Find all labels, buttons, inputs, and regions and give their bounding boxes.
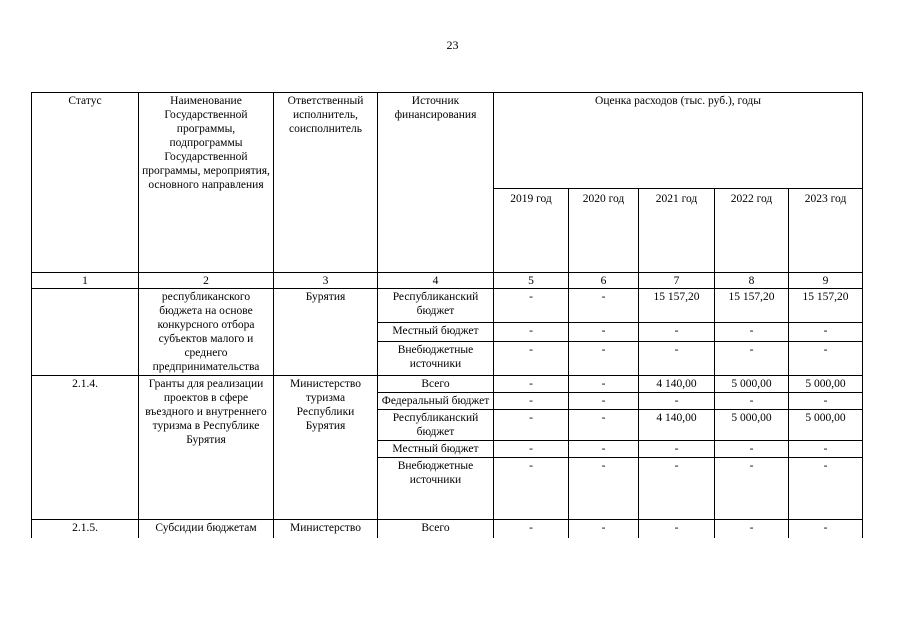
value-cell: 15 157,20 [789, 289, 863, 323]
source-cell: Внебюджетные источники [378, 458, 494, 520]
executor-cell: Министерство туризма Республики Бурятия [274, 376, 378, 520]
column-number: 9 [789, 273, 863, 289]
status-cell: 2.1.5. [32, 520, 139, 539]
value-cell: - [639, 441, 715, 458]
value-cell: - [789, 458, 863, 520]
header-name: Наименование Государственной программы, подпрограммы Государственной программы, мероприятия, основного направления [139, 93, 274, 273]
value-cell: - [569, 441, 639, 458]
value-cell: - [715, 441, 789, 458]
source-cell: Местный бюджет [378, 441, 494, 458]
column-number: 5 [494, 273, 569, 289]
source-cell: Федеральный бюджет [378, 393, 494, 410]
executor-cell: Бурятия [274, 289, 378, 376]
header-year: 2020 год [569, 189, 639, 273]
value-cell: - [494, 520, 569, 539]
status-cell: 2.1.4. [32, 376, 139, 520]
column-number: 7 [639, 273, 715, 289]
value-cell: 5 000,00 [715, 410, 789, 441]
budget-table [31, 92, 863, 538]
source-cell: Местный бюджет [378, 323, 494, 342]
value-cell: 15 157,20 [715, 289, 789, 323]
value-cell: - [715, 393, 789, 410]
source-cell: Всего [378, 376, 494, 393]
header-estimate: Оценка расходов (тыс. руб.), годы [494, 93, 863, 189]
executor-cell: Министерство [274, 520, 378, 539]
header-source: Источник финансирования [378, 93, 494, 273]
header-year: 2023 год [789, 189, 863, 273]
value-cell: - [569, 289, 639, 323]
value-cell: - [494, 323, 569, 342]
value-cell: - [569, 376, 639, 393]
column-number: 1 [32, 273, 139, 289]
value-cell: 5 000,00 [715, 376, 789, 393]
source-cell: Республиканский бюджет [378, 410, 494, 441]
value-cell: - [569, 323, 639, 342]
column-number: 2 [139, 273, 274, 289]
value-cell: - [494, 441, 569, 458]
value-cell: - [789, 341, 863, 375]
value-cell: - [789, 393, 863, 410]
value-cell: 15 157,20 [639, 289, 715, 323]
value-cell: - [569, 341, 639, 375]
header-row [32, 93, 863, 189]
value-cell: - [569, 520, 639, 539]
source-cell: Внебюджетные источники [378, 341, 494, 375]
value-cell: - [494, 458, 569, 520]
column-number: 4 [378, 273, 494, 289]
value-cell: - [715, 458, 789, 520]
value-cell: - [569, 410, 639, 441]
name-cell: Субсидии бюджетам [139, 520, 274, 539]
value-cell: - [494, 393, 569, 410]
value-cell: 4 140,00 [639, 410, 715, 441]
table-row [32, 376, 863, 393]
header-year: 2022 год [715, 189, 789, 273]
value-cell: - [494, 289, 569, 323]
value-cell: - [789, 520, 863, 539]
value-cell: - [715, 520, 789, 539]
name-cell: Гранты для реализации проектов в сфере въездного и внутреннего туризма в Республике Бурятия [139, 376, 274, 520]
source-cell: Всего [378, 520, 494, 539]
status-cell [32, 289, 139, 376]
value-cell: 5 000,00 [789, 410, 863, 441]
header-executor: Ответственный исполнитель, соисполнитель [274, 93, 378, 273]
value-cell: - [494, 376, 569, 393]
table-row [32, 289, 863, 323]
value-cell: - [494, 341, 569, 375]
value-cell: - [639, 520, 715, 539]
value-cell: 4 140,00 [639, 376, 715, 393]
column-number: 6 [569, 273, 639, 289]
value-cell: - [789, 323, 863, 342]
header-year: 2019 год [494, 189, 569, 273]
value-cell: - [789, 441, 863, 458]
value-cell: - [639, 393, 715, 410]
value-cell: - [639, 458, 715, 520]
source-cell: Республиканский бюджет [378, 289, 494, 323]
value-cell: - [715, 323, 789, 342]
name-cell: республиканского бюджета на основе конкурсного отбора субъектов малого и среднего предпринимательства [139, 289, 274, 376]
column-numbers-row [32, 273, 863, 289]
column-number: 3 [274, 273, 378, 289]
value-cell: - [494, 410, 569, 441]
page-number: 23 [446, 38, 459, 52]
value-cell: - [569, 393, 639, 410]
value-cell: - [715, 341, 789, 375]
header-status: Статус [32, 93, 139, 273]
value-cell: - [639, 323, 715, 342]
column-number: 8 [715, 273, 789, 289]
table-row [32, 520, 863, 539]
value-cell: 5 000,00 [789, 376, 863, 393]
value-cell: - [569, 458, 639, 520]
value-cell: - [639, 341, 715, 375]
header-year: 2021 год [639, 189, 715, 273]
